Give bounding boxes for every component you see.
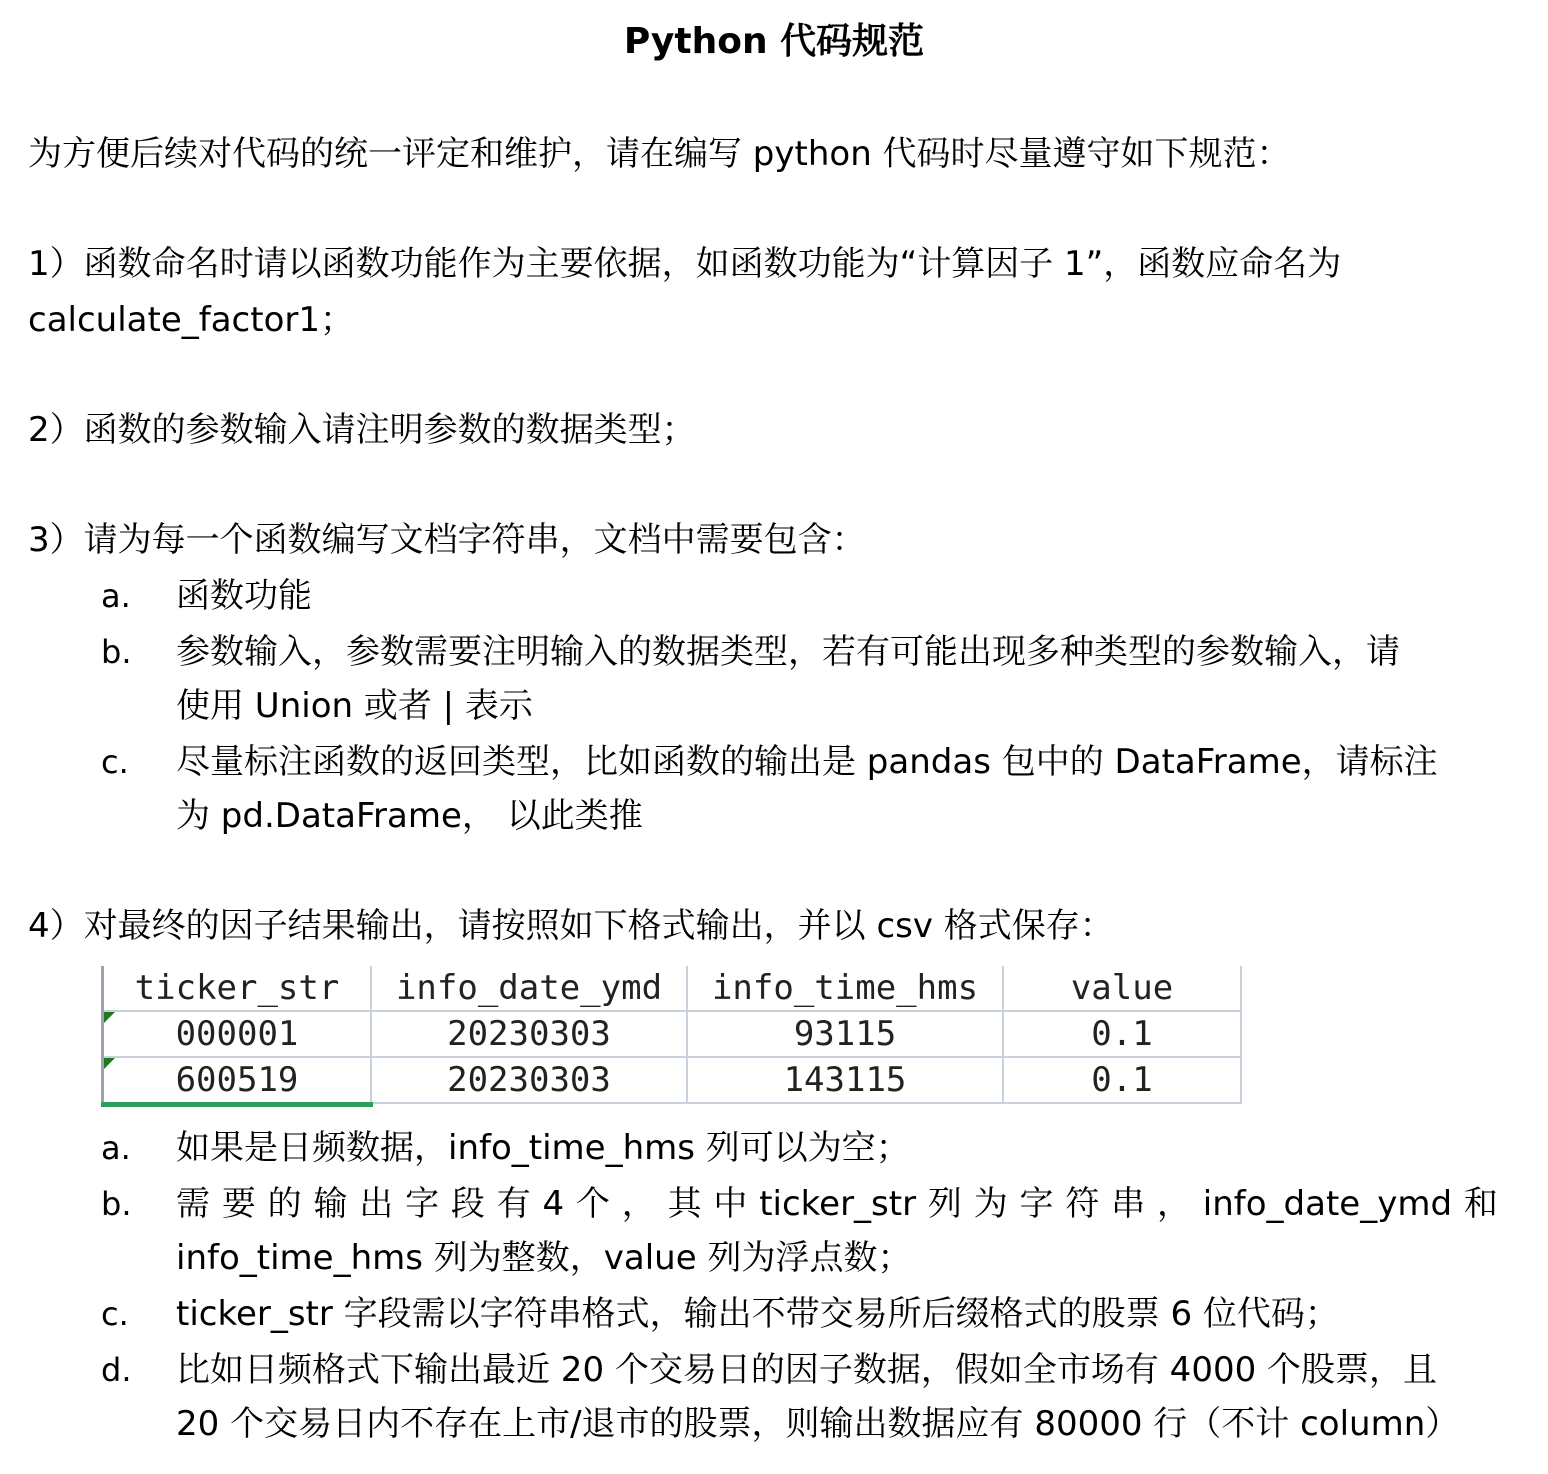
- rule1-line2: calculate_factor1；: [28, 300, 354, 340]
- justified-word: 需: [176, 1184, 210, 1224]
- table-header-cell: ticker_str: [103, 966, 372, 1011]
- justified-word: 列: [927, 1184, 962, 1224]
- rule1-line1: 1）函数命名时请以函数功能作为主要依据，如函数功能为“计算因子 1”，函数应命名为: [28, 244, 1342, 284]
- rule3-item-a-marker: a.: [101, 577, 131, 615]
- justified-word: 要: [221, 1184, 256, 1224]
- justified-word: ，: [1156, 1184, 1191, 1224]
- rule4-item-b-marker: b.: [101, 1185, 132, 1223]
- table-cell: [103, 1011, 372, 1057]
- rule4-item-c-marker: c.: [101, 1295, 129, 1333]
- rule4-item-a-text: 如果是日频数据，info_time_hms 列可以为空；: [176, 1128, 910, 1168]
- justified-word: 其: [667, 1184, 702, 1224]
- justified-word: 中: [713, 1184, 748, 1224]
- rule4-item-c-text: ticker_str 字段需以字符串格式，输出不带交易所后缀格式的股票 6 位代码；: [176, 1294, 1339, 1334]
- justified-word: 字: [1019, 1184, 1054, 1224]
- justified-word: 出: [359, 1184, 394, 1224]
- rule4-item-d-marker: d.: [101, 1351, 132, 1389]
- justified-word: 的: [267, 1184, 302, 1224]
- cell-selection-underline: [101, 1102, 373, 1107]
- intro-paragraph: 为方便后续对代码的统一评定和维护，请在编写 python 代码时尽量遵守如下规范：: [28, 134, 1291, 174]
- rule3-item-a-text: 函数功能: [176, 576, 312, 616]
- justified-word: 个: [575, 1184, 610, 1224]
- table-cell: 0.1: [1003, 1057, 1241, 1103]
- justified-word: 4: [542, 1184, 565, 1224]
- rule4-item-a-marker: a.: [101, 1129, 131, 1167]
- justified-word: 和: [1463, 1184, 1498, 1224]
- table-cell-text: 000001: [175, 1014, 299, 1054]
- rule3-item-b-line1: 参数输入，参数需要注明输入的数据类型，若有可能出现多种类型的参数输入，请: [176, 632, 1400, 672]
- rule4-item-b-line2: info_time_hms 列为整数，value 列为浮点数；: [176, 1238, 912, 1278]
- document-title: Python 代码规范: [623, 21, 925, 62]
- table-row: [103, 1011, 1242, 1057]
- justified-word: 为: [973, 1184, 1008, 1224]
- table-header-cell: info_date_ymd: [371, 966, 687, 1011]
- justified-word: ，: [621, 1184, 656, 1224]
- rule3-item-b-marker: b.: [101, 633, 132, 671]
- rule4-item-b-line1: [176, 1180, 1498, 1228]
- rule3-heading: 3）请为每一个函数编写文档字符串，文档中需要包含：: [28, 520, 866, 560]
- table-cell: [103, 1057, 372, 1103]
- table-cell: 93115: [687, 1011, 1003, 1057]
- justified-word: 字: [405, 1184, 440, 1224]
- table-cell-text: 600519: [175, 1060, 299, 1100]
- rule4-heading: 4）对最终的因子结果输出，请按照如下格式输出，并以 csv 格式保存：: [28, 906, 1114, 946]
- justified-word: 输: [313, 1184, 348, 1224]
- table-cell: 143115: [687, 1057, 1003, 1103]
- text-number-indicator-icon: [104, 1058, 115, 1069]
- table-header-row: [103, 966, 1242, 1011]
- rule3-item-c-line1: 尽量标注函数的返回类型，比如函数的输出是 pandas 包中的 DataFrame，请标注: [176, 742, 1438, 782]
- justified-word: 串: [1111, 1184, 1146, 1224]
- table-header-cell: info_time_hms: [687, 966, 1003, 1011]
- table-cell: 20230303: [371, 1011, 687, 1057]
- justified-word: ticker_str: [759, 1184, 917, 1224]
- rule3-item-c-line2: 为 pd.DataFrame， 以此类推: [176, 796, 643, 836]
- rule4-item-d-line2: 20 个交易日内不存在上市/退市的股票，则输出数据应有 80000 行（不计 column）: [176, 1404, 1460, 1444]
- table-row: [103, 1057, 1242, 1103]
- rule3-item-c-marker: c.: [101, 743, 129, 781]
- justified-word: info_date_ymd: [1202, 1184, 1453, 1224]
- justified-word: 有: [496, 1184, 531, 1224]
- table-cell: 20230303: [371, 1057, 687, 1103]
- rule2-paragraph: 2）函数的参数输入请注明参数的数据类型；: [28, 410, 696, 450]
- table-header-cell: value: [1003, 966, 1241, 1011]
- rule4-item-d-line1: 比如日频格式下输出最近 20 个交易日的因子数据，假如全市场有 4000 个股票，且: [176, 1350, 1438, 1390]
- justified-word: 符: [1065, 1184, 1100, 1224]
- table-cell: 0.1: [1003, 1011, 1241, 1057]
- justified-word: 段: [450, 1184, 485, 1224]
- output-format-table: [101, 966, 1242, 1104]
- text-number-indicator-icon: [104, 1012, 115, 1023]
- rule3-item-b-line2: 使用 Union 或者 | 表示: [176, 686, 533, 726]
